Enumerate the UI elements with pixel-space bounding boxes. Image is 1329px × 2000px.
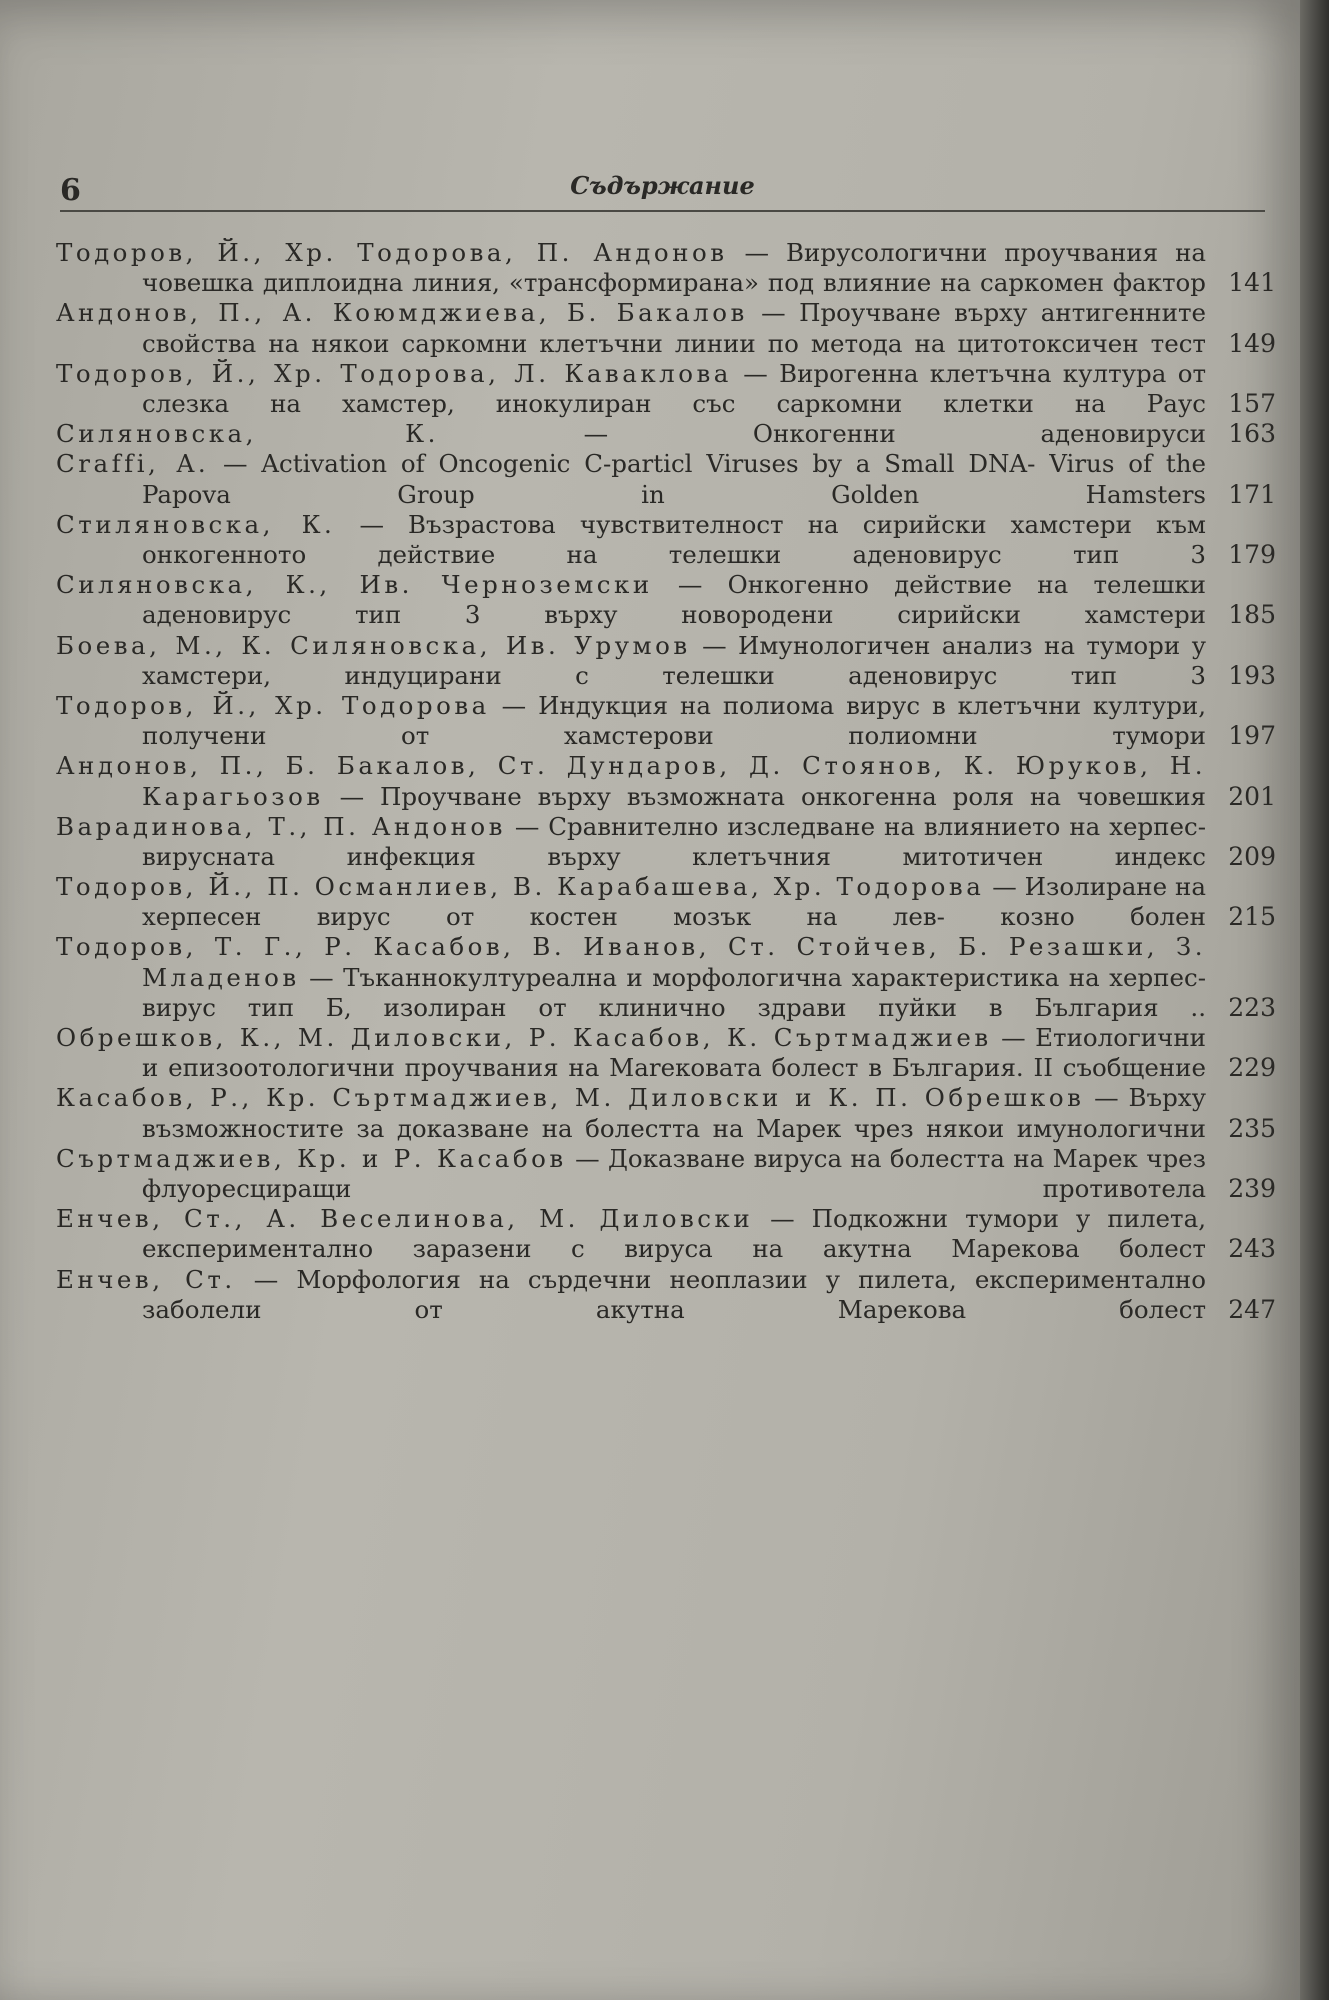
- toc-entry-title: — Онкогенни аденовируси: [438, 419, 1206, 449]
- toc-entry: [56, 419, 1276, 449]
- toc-entry-authors: Андонов, П., Б. Бакалов, Ст. Дундаров, Д. Стоянов, К. Юруков, Н. Карагьозов: [56, 751, 1206, 811]
- toc-entry-title: към онкогенното действие на телешки аденовирус тип 3: [142, 509, 1206, 569]
- toc-entry: [56, 298, 1276, 358]
- toc-entry-title: — Изолиране на херпесен вирус от костен мозък на лев-: [142, 872, 1206, 932]
- toc-entry-page: 163: [1228, 419, 1276, 449]
- toc-entry-title: на цитотоксичен тест: [902, 328, 1206, 358]
- toc-entry: [56, 1083, 1276, 1143]
- toc-entry-authors: Силяновска, К.: [56, 419, 439, 449]
- toc-entry: [56, 510, 1276, 570]
- toc-entry-text: [56, 1144, 1276, 1204]
- toc-entry-page: 157: [1228, 388, 1276, 418]
- toc-entry-page: 223: [1228, 992, 1276, 1022]
- toc-entry-title: онкогенна роля на човешкия: [800, 781, 1207, 811]
- toc-entry-title: — Индукция на полиома вирус в клетъчни култури, получени от хамстерови полиомни тумори: [142, 690, 1206, 751]
- toc-entry-authors: Тодоров, Й., Хр. Тодорова: [56, 690, 490, 720]
- toc-entry-text: [56, 570, 1276, 630]
- toc-entry-text: [56, 510, 1276, 570]
- toc-entry-page: 141: [1228, 268, 1276, 298]
- toc-entry-title: — Възрастова чувствителност на сирийски хамстери: [335, 509, 1132, 539]
- toc-entry-title: — Морфология на сърдечни неоплазии у пилета, експериментално заболели от акутна Марекова болест: [142, 1264, 1206, 1324]
- toc-entry-page: 215: [1228, 902, 1276, 932]
- toc-entry-title: — Етиологични и епизоотологични проучвания на Мarековата болест в България. II съобщение: [142, 1023, 1206, 1083]
- toc-entry-title: болест: [1079, 1234, 1206, 1264]
- toc-entry: [56, 570, 1276, 630]
- page-number: 6: [60, 173, 81, 208]
- toc-entry-page: 235: [1228, 1113, 1276, 1143]
- toc-entry-title: — Проучване върху антигенните свойства на някои саркомни клетъчни линии по метода: [142, 298, 1206, 358]
- toc-entry-title: индекс: [1043, 841, 1206, 871]
- toc-entry-page: 239: [1228, 1174, 1276, 1204]
- toc-entry-authors: Стиляновска, К.: [56, 509, 336, 539]
- toc-entry-authors: Съртмаджиев, Кр. и Р. Касабов: [56, 1143, 567, 1173]
- toc-entry-text: [56, 751, 1276, 811]
- toc-entry: [56, 449, 1276, 509]
- running-title: Съдържание: [570, 171, 755, 200]
- toc-entry-text: [56, 872, 1276, 932]
- toc-entry: [56, 872, 1276, 932]
- toc-entry-page: 229: [1228, 1053, 1276, 1083]
- toc-entry-page: 149: [1228, 328, 1276, 358]
- toc-entry: [56, 1144, 1276, 1204]
- toc-entry-authors: Боева, М., К. Силяновска, Ив. Урумов: [56, 630, 691, 660]
- toc-entry-authors: Обрешков, К., М. Диловски, Р. Касабов, К. Съртмаджиев: [56, 1023, 992, 1053]
- toc-entry-text: [56, 1204, 1276, 1264]
- toc-entry-title: — Activation of Oncogenic C-particl Viruses by a Small DNA-: [209, 449, 1036, 479]
- toc-entry-page: 243: [1228, 1234, 1276, 1264]
- toc-entry-title: — Доказване вируса на болестта на Марек чрез флуоресциращи противотела: [142, 1143, 1206, 1204]
- toc-entry-authors: Касабов, Р., Кр. Съртмаджиев, М. Диловски и К. П. Обрешков: [56, 1083, 1085, 1113]
- toc-entry-authors: Енчев, Ст., А. Веселинова, М. Диловски: [56, 1204, 754, 1234]
- toc-entry: [56, 359, 1276, 419]
- toc-entry-title: на Раус: [1033, 388, 1206, 418]
- toc-entry-page: 179: [1228, 539, 1276, 569]
- toc-entry-title: — Имунологичен анализ на тумори у хамстери, индуцирани с телешки аденовирус тип 3: [142, 630, 1206, 690]
- toc-entry: [56, 932, 1276, 1023]
- toc-entry-page: 209: [1228, 841, 1276, 871]
- toc-entry-text: [56, 812, 1276, 872]
- toc-entry-page: 197: [1228, 721, 1276, 751]
- toc-entry-text: [56, 419, 1276, 449]
- toc-entry-title: — Върху възможностите за доказване на болестта на Марек чрез някои имунологични: [142, 1083, 1206, 1143]
- toc-entry-text: [56, 238, 1276, 298]
- toc-entry: [56, 1204, 1276, 1264]
- toc-entry-authors: Тодоров, Й., Хр. Тодорова, П. Андонов: [56, 238, 728, 267]
- toc-entry-title: здрави пуйки в България ..: [725, 992, 1206, 1022]
- toc-entry-text: [56, 298, 1276, 358]
- toc-entry-authors: Тодоров, Й., Хр. Тодорова, Л. Каваклова: [56, 358, 732, 388]
- toc-entry-authors: Силяновска, К., Ив. Черноземски: [56, 570, 653, 600]
- page-header: [60, 150, 1265, 212]
- toc-entry: [56, 1265, 1276, 1325]
- toc-entry-authors: Енчев, Ст.: [56, 1264, 236, 1294]
- toc-entry-page: 171: [1228, 479, 1276, 509]
- toc-entry-title: — Тъканнокултуреална и морфологична характеристика на херпес-вирус тип Б, изолиран от клинично: [142, 962, 1206, 1022]
- toc-entry-page: 193: [1228, 660, 1276, 690]
- toc-entry-text: [56, 359, 1276, 419]
- toc-entry-title: Virus of the Papova Group in Golden Hamsters: [142, 449, 1206, 509]
- toc-entry: [56, 691, 1276, 751]
- toc-entry-text: [56, 932, 1276, 1023]
- toc-entry: [56, 812, 1276, 872]
- toc-entry-authors: Андонов, П., А. Коюмджиева, Б. Бакалов: [56, 298, 748, 328]
- toc-entry-authors: Варадинова, Т., П. Андонов: [56, 811, 506, 841]
- toc-entry-page: 247: [1228, 1294, 1276, 1324]
- toc-entry-title: — Сравнително изследване на влиянието на херпес-вирусната инфекция върху клетъчния митотичен: [142, 811, 1206, 871]
- toc-entry-page: 201: [1228, 781, 1276, 811]
- toc-entry: [56, 631, 1276, 691]
- toc-entry-text: [56, 631, 1276, 691]
- toc-entry: [56, 1023, 1276, 1083]
- page-edge-shadow: [1300, 0, 1329, 2000]
- toc-entry-text: [56, 1023, 1276, 1083]
- toc-entry-title: козно болен: [944, 902, 1206, 932]
- toc-entry-text: [56, 1083, 1276, 1143]
- toc-entry: [56, 238, 1276, 298]
- toc-entry-text: [56, 691, 1276, 751]
- toc-entry: [56, 751, 1276, 811]
- toc-entry-text: [56, 1265, 1276, 1325]
- toc-entry-title: — Вирусологични проучвания на човешка диплоидна линия, «трансформирана» под: [142, 238, 1207, 298]
- toc-entry-title: — Вирогенна клетъчна култура от слезка на хамстер, инокулиран със саркомни клетки: [142, 358, 1207, 418]
- toc-entry-text: [56, 449, 1276, 509]
- toc-entry-authors: Тодоров, Т. Г., Р. Касабов, В. Иванов, Ст. Стойчев, Б. Резашки, З. Младенов: [56, 932, 1206, 992]
- toc-entry-page: 185: [1228, 600, 1276, 630]
- toc-entry-title: — Подкожни тумори у пилета, експериментално заразени с вируса на акутна Марекова: [142, 1204, 1206, 1264]
- toc-entry-authors: Craffi, A.: [56, 449, 210, 479]
- table-of-contents: [56, 238, 1276, 1325]
- toc-entry-title: — Проучване върху възможната: [323, 781, 786, 811]
- toc-entry-title: — Онкогенно действие на телешки аденовирус тип 3 върху новородени сирийски хамстери: [142, 570, 1206, 630]
- toc-entry-title: влияние на саркомен фактор: [814, 268, 1206, 298]
- toc-entry-authors: Тодоров, Й., П. Османлиев, В. Карабашева, Хр. Тодорова: [56, 872, 985, 902]
